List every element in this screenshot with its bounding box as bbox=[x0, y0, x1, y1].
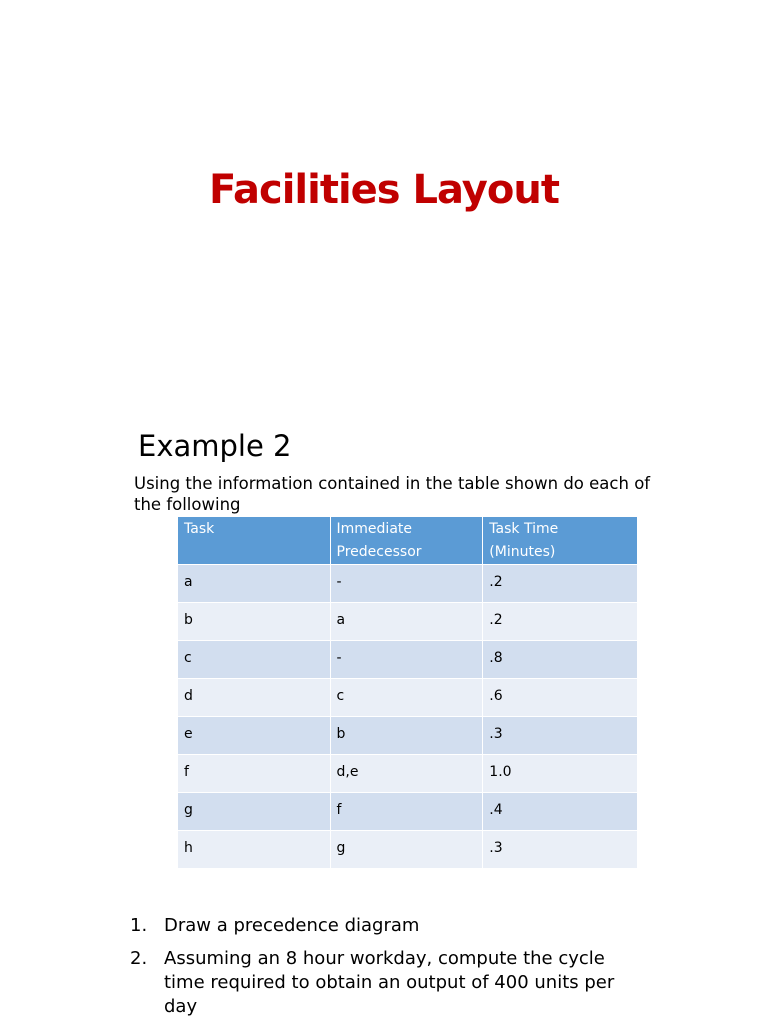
cell-task-time: .3 bbox=[483, 717, 638, 755]
cell-task: b bbox=[178, 603, 331, 641]
cell-predecessor: g bbox=[330, 831, 483, 869]
header-task-time: Task Time (Minutes) bbox=[483, 517, 638, 565]
slide-title: Facilities Layout bbox=[209, 167, 559, 213]
table-row bbox=[178, 641, 638, 679]
table-row bbox=[178, 565, 638, 603]
table-body bbox=[178, 565, 638, 869]
question-text: Draw a precedence diagram bbox=[164, 915, 420, 936]
cell-task-time: .2 bbox=[483, 603, 638, 641]
cell-predecessor: d,e bbox=[330, 755, 483, 793]
cell-task-time: .2 bbox=[483, 565, 638, 603]
example-heading: Example 2 bbox=[138, 429, 292, 463]
question-list bbox=[130, 914, 650, 1028]
cell-task: f bbox=[178, 755, 331, 793]
question-text: Assuming an 8 hour workday, compute the cycle time required to obtain an output of 400 units per day bbox=[164, 948, 615, 1017]
cell-task-time: .3 bbox=[483, 831, 638, 869]
table-row bbox=[178, 717, 638, 755]
cell-task: g bbox=[178, 793, 331, 831]
question-item bbox=[130, 914, 650, 938]
cell-predecessor: f bbox=[330, 793, 483, 831]
cell-task: c bbox=[178, 641, 331, 679]
cell-task-time: .8 bbox=[483, 641, 638, 679]
question-number: 2. bbox=[130, 948, 148, 969]
header-predecessor: Immediate Predecessor bbox=[330, 517, 483, 565]
cell-task: d bbox=[178, 679, 331, 717]
question-number: 1. bbox=[130, 915, 148, 936]
cell-task-time: .4 bbox=[483, 793, 638, 831]
table-row bbox=[178, 793, 638, 831]
cell-task: e bbox=[178, 717, 331, 755]
table-header-row bbox=[178, 517, 638, 565]
table-row bbox=[178, 755, 638, 793]
task-table bbox=[177, 516, 638, 869]
intro-text: Using the information contained in the table shown do each of the following bbox=[134, 474, 651, 514]
table-row bbox=[178, 831, 638, 869]
cell-task-time: 1.0 bbox=[483, 755, 638, 793]
question-item bbox=[130, 947, 650, 1019]
cell-predecessor: - bbox=[330, 565, 483, 603]
cell-predecessor: - bbox=[330, 641, 483, 679]
cell-task: h bbox=[178, 831, 331, 869]
cell-task-time: .6 bbox=[483, 679, 638, 717]
cell-predecessor: b bbox=[330, 717, 483, 755]
cell-predecessor: a bbox=[330, 603, 483, 641]
table-row bbox=[178, 679, 638, 717]
header-task: Task bbox=[178, 517, 331, 565]
cell-predecessor: c bbox=[330, 679, 483, 717]
table-row bbox=[178, 603, 638, 641]
cell-task: a bbox=[178, 565, 331, 603]
